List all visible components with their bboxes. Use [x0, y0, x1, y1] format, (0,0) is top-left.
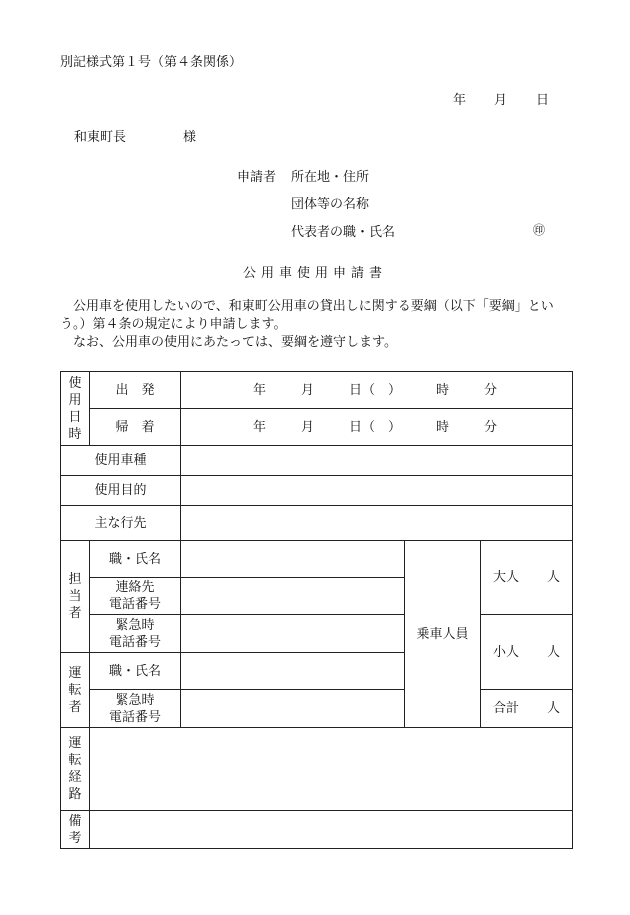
- route-field[interactable]: [90, 728, 573, 811]
- document-title: 公用車使用申請書: [242, 266, 387, 281]
- addressee-honorific: 様: [183, 130, 197, 145]
- departure-datetime-field[interactable]: 年 月 日（ ） 時 分: [181, 372, 573, 409]
- purpose-field[interactable]: [181, 476, 573, 506]
- remarks-field[interactable]: [90, 811, 573, 849]
- person-in-charge-label: 担 当 者: [61, 541, 90, 653]
- seal-mark: ㊞: [533, 223, 546, 237]
- purpose-label: 使用目的: [61, 476, 181, 506]
- driver-name-label: 職・氏名: [90, 653, 181, 690]
- application-table: [60, 371, 573, 849]
- destination-field[interactable]: [181, 506, 573, 541]
- date-day: 日: [536, 93, 550, 108]
- applicant-org: 団体等の名称: [291, 197, 370, 212]
- driver-name-field[interactable]: [181, 653, 405, 690]
- driver-emergency-label: 緊急時 電話番号: [90, 690, 181, 728]
- date-year: 年: [453, 93, 467, 108]
- child-count-field[interactable]: 小人 人: [481, 615, 573, 690]
- total-count-field[interactable]: 合計 人: [481, 690, 573, 728]
- addressee-name: 和東町長: [74, 130, 127, 145]
- departure-label: 出 発: [90, 372, 181, 409]
- charge-contact-label: 連絡先 電話番号: [90, 578, 181, 615]
- application-text: [60, 298, 576, 352]
- driver-label: 運 転 者: [61, 653, 90, 728]
- return-datetime-field[interactable]: 年 月 日（ ） 時 分: [181, 409, 573, 446]
- remarks-label: 備 考: [61, 811, 90, 849]
- form-number: 別記様式第１号（第４条関係）: [60, 55, 243, 70]
- destination-label: 主な行先: [61, 506, 181, 541]
- return-label: 帰 着: [90, 409, 181, 446]
- date-month: 月: [494, 93, 508, 108]
- body-paragraph-2: なお、公用車の使用にあたっては、要綱を遵守します。: [73, 335, 397, 350]
- driver-emergency-field[interactable]: [181, 690, 405, 728]
- body-paragraph-1: 公用車を使用したいので、和東町公用車の貸出しに関する要綱（以下「要綱」という。）第４条の規定により申請します。: [60, 299, 554, 332]
- applicant-rep: 代表者の職・氏名: [291, 225, 396, 240]
- charge-emergency-label: 緊急時 電話番号: [90, 615, 181, 653]
- charge-emergency-field[interactable]: [181, 615, 405, 653]
- use-datetime-label: 使 用 日 時: [61, 372, 90, 446]
- car-type-field[interactable]: [181, 446, 573, 476]
- passengers-label: 乗車人員: [405, 541, 481, 728]
- charge-contact-field[interactable]: [181, 578, 405, 615]
- car-type-label: 使用車種: [61, 446, 181, 476]
- charge-name-label: 職・氏名: [90, 541, 181, 578]
- route-label: 運 転 経 路: [61, 728, 90, 811]
- applicant-address: 所在地・住所: [291, 170, 370, 185]
- applicant-label: 申請者: [237, 170, 277, 185]
- charge-name-field[interactable]: [181, 541, 405, 578]
- adult-count-field[interactable]: 大人 人: [481, 541, 573, 615]
